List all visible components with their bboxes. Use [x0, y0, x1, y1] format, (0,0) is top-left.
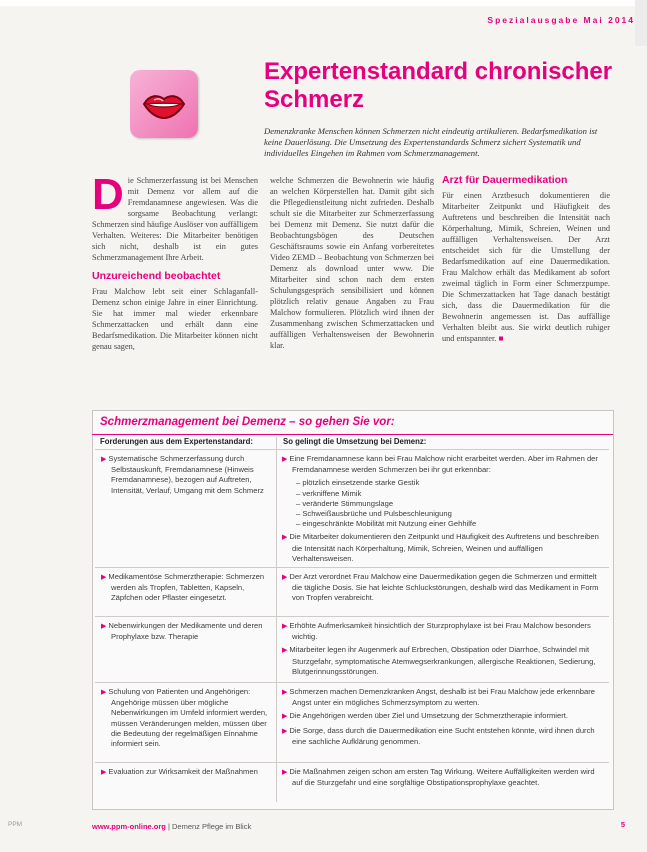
cell-text: Nebenwirkungen der Medikamente und deren Prophylaxe bzw. Therapie — [108, 621, 263, 642]
body-paragraph — [442, 190, 610, 344]
table-header-requirements: Forderungen aus dem Expertenstandard: — [100, 437, 253, 446]
row-divider — [95, 616, 609, 617]
table-column-divider — [276, 437, 277, 802]
info-box-rule — [92, 434, 613, 435]
info-box-title: Schmerzmanagement bei Demenz – so gehen Sie vor: — [100, 416, 395, 428]
cell-text: Die Maßnahmen zeigen schon am ersten Tag Wirkung. Weitere Auffälligkeiten werden wird auf die Sturzgefahr und eine sorgfältige Obstipationsprophylaxe geachtet. — [289, 767, 595, 788]
cell-text: Schulung von Patienten und Angehörigen: Angehörige müssen über mögliche Nebenwirkungen im Umfeld informiert werden, müssen Veränderungen melden, müssen über die Bedeutung der regelmäßigen Einnahme informiert sein. — [108, 687, 268, 749]
sub-item: – plötzlich einsetzende starke Gestik — [296, 478, 420, 488]
cell-text: Mitarbeiter legen ihr Augenmerk auf Erbrechen, Obstipation oder Diarrhoe, Schwindel mit Sturzgefahr, symptomatische Atemwegserkrankungen, allergische Reaktionen, Sedierung, Blutgerinnungsstörungen. — [289, 645, 596, 676]
sub-item-text: eingeschränkte Mobilität mit Nutzung einer Gehhilfe — [302, 519, 477, 529]
table-row-3-right — [282, 621, 604, 680]
row-divider — [95, 682, 609, 683]
sub-item: – verkniffene Mimik — [296, 488, 362, 498]
body-paragraph: Frau Malchow lebt seit einer Schlaganfall-Demenz schon einige Jahre in einer Einrichtung. Sie hat immer mal wieder erkennbare Schmerzattacken und erhält dann eine Bedarfsmedikation. Die Mitarbeiter können nicht genau sagen, — [92, 287, 258, 351]
table-row-5-right — [282, 767, 604, 791]
triangle-bullet-icon: ▶ — [101, 769, 107, 776]
top-strip — [0, 0, 647, 6]
cell-text: Die Angehörigen werden über Ziel und Umsetzung der Schmerztherapie informiert. — [289, 711, 568, 721]
end-mark: ■ — [498, 334, 504, 343]
row-divider — [95, 449, 609, 450]
cell-text: Schmerzen machen Demenzkranken Angst, deshalb ist bei Frau Malchow jede erkennbare Angst unter ein mögliches Schmerzsymptom zu werten. — [289, 687, 595, 708]
table-row-3-left — [101, 621, 269, 645]
triangle-bullet-icon: ▶ — [101, 456, 107, 463]
row-divider — [95, 762, 609, 763]
body-paragraph: welche Schmerzen die Bewohnerin wie häufig an welchen Körperstellen hat. Damit gibt sich die Pflegedienstleitung nicht zufrieden. Deshalb schult sie die Mitarbeiter zur Schmerzerfassung bei Demenz mit Demenz. Sie nutzt dafür die Beobachtungsbögen des Deutschen Geschäftsraums sowie ein Anfang vorbereitetes Video ZEMD – Beobachtung von Schmerzen bei Demenz als download unter www. Die Mitarbeiter sind schon nach dem ersten Schulungsgespräch sensibilisiert und können plötzlich relativ genaue Angaben zu Frau Malchow formulieren. Plötzlich wird ihnen der Zusammenhang zwischen Schmerzattacken und auffälligen Verhaltensweisen der Bewohnerin klar. — [270, 176, 434, 350]
article-column-2 — [270, 175, 434, 351]
lips-icon — [130, 70, 198, 138]
table-row-5-left — [101, 767, 269, 781]
cell-text: Evaluation zur Wirksamkeit der Maßnahmen — [108, 767, 258, 776]
triangle-bullet-icon: ▶ — [282, 727, 288, 735]
table-row-4-left — [101, 687, 269, 752]
triangle-bullet-icon: ▶ — [282, 623, 288, 630]
drop-cap: D — [92, 170, 124, 219]
cell-text: Die Sorge, dass durch die Dauermedikation eine Sucht entstehen könnte, wird ihnen durch eine sachliche Aufklärung genommen. — [289, 725, 595, 746]
article-title: Expertenstandard chronischer Schmerz — [264, 58, 613, 113]
page-number: 5 — [620, 820, 625, 829]
triangle-bullet-icon: ▶ — [282, 456, 288, 463]
triangle-bullet-icon: ▶ — [101, 574, 107, 581]
footer-url — [92, 822, 251, 831]
body-paragraph: ie Schmerzerfassung ist bei Menschen mit Demenz vor allem auf die Fremdanamnese angewiesen. Was die sorgsame Beobachtung verlangt: Schmerzen sind häufige Auslöser von auffälligem Verhalten. Weiteres: Die Mitarbeiter benötigen sich nicht, deshalb ist ein gutes Schmerzmanagement Ihre Arbeit. — [92, 176, 258, 262]
cell-text: Erhöhte Aufmerksamkeit hinsichtlich der Sturzprophylaxe ist bei Frau Malchow besonders wichtig. — [289, 621, 591, 642]
row-divider — [95, 567, 609, 568]
subheading-unzureichend: Unzureichend beobachtet — [92, 270, 221, 282]
cell-text: Systematische Schmerzerfassung durch Selbstauskunft, Fremdanamnese (Hinweis Fremdanamnese), bezogen auf Auftreten, Intensität, Verlauf, Umgang mit dem Schmerz — [108, 454, 264, 495]
triangle-bullet-icon: ▶ — [282, 713, 288, 721]
cell-text: Medikamentöse Schmerztherapie: Schmerzen werden als Tropfen, Tabletten, Kapseln, Zäpfchen oder Pflaster eingesetzt. — [108, 572, 265, 603]
body-text: Für einen Arztbesuch dokumentieren die Mitarbeiter Zeitpunkt und Häufigkeit des Auftretens und beschreiben die Intensität nach Körperhaltung, Mimik, Schreien, Weinen und auffälligen Verhaltensweisen. Der Arzt entscheidet sich für die Umstellung der Bedarfsmedikation auf eine Dauermedikation. Frau Malchow erhält das Medikament ab sofort zweimal täglich in Form einer Schmerzpumpe. Die Schmerzattacken hat Tage danach bestätigt sich, dass die Dauermedikation für die Bewohnerin angemessen ist. Das auffällige Verhalten bleibt aus. Sie wirkt deutlich ruhiger und entspannter. — [442, 191, 610, 343]
table-row-2-left — [101, 572, 269, 607]
table-row-1-right — [282, 454, 604, 567]
subheading-arzt: Arzt für Dauermedikation — [442, 174, 568, 186]
cell-text: Eine Fremdanamnese kann bei Frau Malchow nicht erarbeitet werden. Aber im Rahmen der Fremdanamnese werden Schmerzen bei ihr gut erkennbar: — [289, 454, 598, 475]
sub-item-text: verkniffene Mimik — [302, 488, 362, 498]
triangle-bullet-icon: ▶ — [282, 769, 288, 776]
cell-text: Der Arzt verordnet Frau Malchow eine Dauermedikation gegen die Schmerzen und ermittelt die tägliche Dosis. Sie hat leichte Schluckstörungen, deshalb wird das Medikament in Form von Tropfen verabreicht. — [289, 572, 599, 603]
footer-tagline: | Demenz Pflege im Blick — [165, 822, 252, 831]
sub-item: – veränderte Stimmungslage — [296, 498, 394, 508]
table-header-implementation: So gelingt die Umsetzung bei Demenz: — [283, 437, 427, 446]
sub-item-text: veränderte Stimmungslage — [302, 498, 394, 508]
sub-item-text: plötzlich einsetzende starke Gestik — [302, 478, 420, 488]
footer-left-mark: PPM — [8, 821, 23, 828]
table-row-4-right — [282, 687, 604, 750]
sub-item: – Schweißausbrüche und Pulsbeschleunigung — [296, 509, 452, 519]
triangle-bullet-icon: ▶ — [101, 689, 107, 696]
table-row-1-left — [101, 454, 269, 499]
edition-label: Spezialausgabe Mai 2014 — [487, 15, 635, 25]
table-row-2-right — [282, 572, 604, 607]
article-column-1 — [92, 170, 258, 352]
footer-link[interactable]: www.ppm-online.org — [92, 822, 166, 831]
triangle-bullet-icon: ▶ — [282, 574, 288, 581]
triangle-bullet-icon: ▶ — [282, 689, 288, 696]
triangle-bullet-icon: ▶ — [282, 534, 288, 542]
article-lead: Demenzkranke Menschen können Schmerzen nicht eindeutig artikulieren. Bedarfsmedikation ist keine Dauerlösung. Die Umsetzung des Expertenstandards Schmerz sichert Systematik und individuelles Eingehen im Rahmen vom Schmerzmanagement. — [264, 126, 598, 158]
triangle-bullet-icon: ▶ — [282, 647, 288, 655]
cell-text: Die Mitarbeiter dokumentieren den Zeitpunkt und Häufigkeit des Auftretens und beschreiben die Intensität nach Körperhaltung, Mimik, Schreien, Weinen und auffälligen Verhaltensweisen. — [289, 532, 599, 563]
triangle-bullet-icon: ▶ — [101, 623, 107, 630]
sub-item: – eingeschränkte Mobilität mit Nutzung einer Gehhilfe — [296, 519, 477, 529]
page-edge — [635, 0, 647, 46]
sub-item-text: Schweißausbrüche und Pulsbeschleunigung — [302, 509, 452, 519]
article-column-3 — [442, 175, 610, 344]
